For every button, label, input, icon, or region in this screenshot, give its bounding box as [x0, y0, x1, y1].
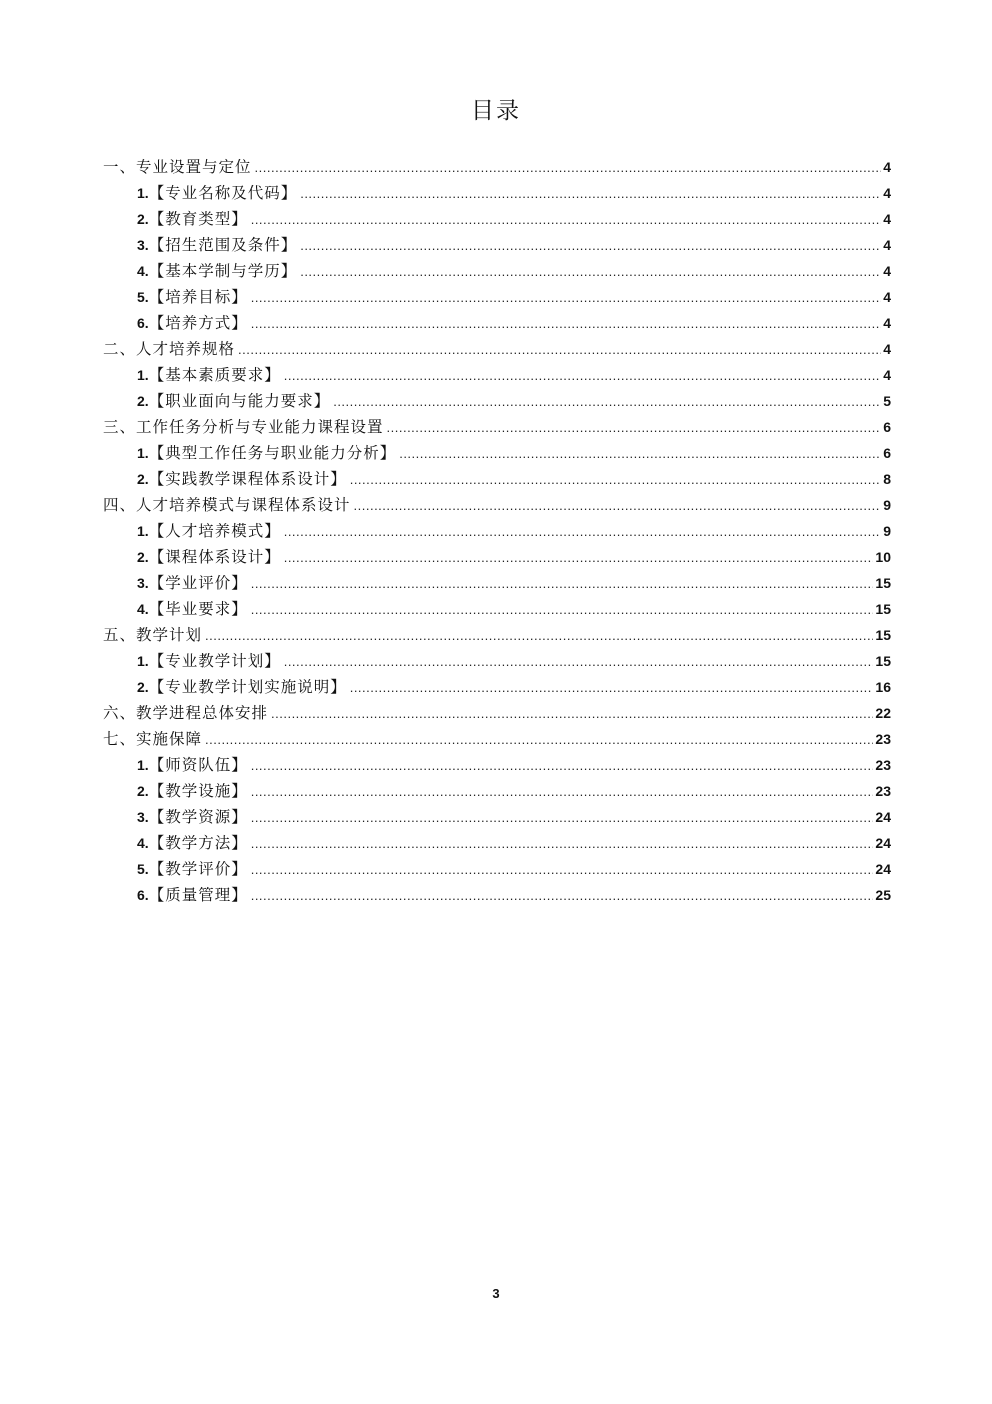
toc-entry-page: 24 — [875, 861, 891, 877]
toc-subentry[interactable] — [103, 752, 891, 778]
toc-subentry[interactable] — [103, 804, 891, 830]
toc-subentry[interactable] — [103, 830, 891, 856]
toc-entry-label: 【职业面向与能力要求】 — [148, 392, 331, 410]
dot-leader — [350, 466, 882, 493]
toc-entry-number: 2. — [137, 393, 149, 409]
toc-subentry[interactable] — [103, 466, 891, 492]
toc-section[interactable] — [103, 414, 891, 440]
dot-leader — [251, 570, 874, 597]
toc-entry-page: 4 — [883, 315, 891, 331]
toc-subentry[interactable] — [103, 882, 891, 908]
dot-leader — [284, 362, 882, 389]
dot-leader — [251, 804, 874, 831]
dot-leader — [251, 752, 874, 779]
toc-subentry[interactable] — [103, 180, 891, 206]
toc-entry-label: 【招生范围及条件】 — [148, 236, 298, 254]
toc-entry-label: 【专业教学计划实施说明】 — [148, 678, 347, 696]
toc-entry-page: 6 — [883, 419, 891, 435]
toc-entry-number: 1. — [137, 653, 149, 669]
toc-subentry[interactable] — [103, 362, 891, 388]
dot-leader — [387, 414, 882, 441]
toc-entry-page: 8 — [883, 471, 891, 487]
toc-entry-page: 24 — [875, 835, 891, 851]
dot-leader — [205, 726, 873, 753]
toc-entry-page: 4 — [883, 185, 891, 201]
toc-entry-page: 10 — [875, 549, 891, 565]
toc-section[interactable] — [103, 700, 891, 726]
dot-leader — [251, 206, 882, 233]
toc-entry-page: 4 — [883, 367, 891, 383]
dot-leader — [251, 778, 874, 805]
toc-entry-label: 一、专业设置与定位 — [103, 158, 252, 176]
toc-entry-page: 4 — [883, 211, 891, 227]
dot-leader — [300, 258, 881, 285]
toc-entry-label: 【师资队伍】 — [148, 756, 248, 774]
toc-entry-number: 4. — [137, 835, 149, 851]
dot-leader — [238, 336, 881, 363]
toc-entry-label: 【专业名称及代码】 — [148, 184, 298, 202]
toc-entry-page: 9 — [883, 497, 891, 513]
toc-subentry[interactable] — [103, 284, 891, 310]
toc-entry-label: 【培养方式】 — [148, 314, 248, 332]
toc-entry-label: 六、教学进程总体安排 — [103, 704, 269, 722]
toc-entry-page: 4 — [883, 341, 891, 357]
toc-entry-page: 25 — [875, 887, 891, 903]
toc-entry-label: 二、人才培养规格 — [103, 340, 236, 358]
toc-entry-label: 【教学设施】 — [148, 782, 248, 800]
toc-entry-number: 3. — [137, 575, 149, 591]
toc-entry-label: 【学业评价】 — [148, 574, 248, 592]
dot-leader — [284, 648, 874, 675]
dot-leader — [300, 180, 881, 207]
dot-leader — [251, 310, 882, 337]
table-of-contents — [103, 154, 891, 908]
toc-entry-page: 15 — [875, 627, 891, 643]
toc-section[interactable] — [103, 492, 891, 518]
toc-entry-number: 4. — [137, 263, 149, 279]
toc-entry-page: 16 — [875, 679, 891, 695]
toc-entry-page: 4 — [883, 289, 891, 305]
toc-entry-number: 2. — [137, 471, 149, 487]
toc-entry-label: 【质量管理】 — [148, 886, 248, 904]
toc-section[interactable] — [103, 154, 891, 180]
dot-leader — [271, 700, 873, 727]
toc-entry-label: 【教学资源】 — [148, 808, 248, 826]
dot-leader — [251, 882, 874, 909]
toc-entry-label: 【培养目标】 — [148, 288, 248, 306]
toc-subentry[interactable] — [103, 570, 891, 596]
toc-subentry[interactable] — [103, 648, 891, 674]
toc-entry-number: 4. — [137, 601, 149, 617]
toc-entry-page: 23 — [875, 783, 891, 799]
toc-entry-page: 15 — [875, 601, 891, 617]
toc-subentry[interactable] — [103, 206, 891, 232]
toc-entry-label: 四、人才培养模式与课程体系设计 — [103, 496, 351, 514]
toc-subentry[interactable] — [103, 674, 891, 700]
toc-entry-label: 【人才培养模式】 — [148, 522, 281, 540]
toc-entry-number: 3. — [137, 237, 149, 253]
toc-entry-number: 1. — [137, 367, 149, 383]
toc-entry-page: 23 — [875, 757, 891, 773]
toc-title: 目录 — [471, 98, 521, 124]
toc-subentry[interactable] — [103, 258, 891, 284]
toc-subentry[interactable] — [103, 518, 891, 544]
dot-leader — [284, 544, 874, 571]
dot-leader — [354, 492, 882, 519]
dot-leader — [251, 830, 874, 857]
toc-subentry[interactable] — [103, 544, 891, 570]
toc-entry-label: 【典型工作任务与职业能力分析】 — [148, 444, 397, 462]
toc-entry-label: 【教育类型】 — [148, 210, 248, 228]
toc-entry-number: 1. — [137, 523, 149, 539]
toc-subentry[interactable] — [103, 388, 891, 414]
dot-leader — [350, 674, 874, 701]
toc-entry-number: 2. — [137, 211, 149, 227]
toc-entry-number: 1. — [137, 185, 149, 201]
toc-entry-label: 三、工作任务分析与专业能力课程设置 — [103, 418, 384, 436]
page-number: 3 — [492, 1286, 500, 1301]
toc-entry-label: 七、实施保障 — [103, 730, 203, 748]
toc-entry-number: 5. — [137, 289, 149, 305]
toc-section[interactable] — [103, 336, 891, 362]
dot-leader — [300, 232, 881, 259]
toc-subentry[interactable] — [103, 856, 891, 882]
dot-leader — [284, 518, 882, 545]
toc-subentry[interactable] — [103, 778, 891, 804]
dot-leader — [205, 622, 873, 649]
toc-entry-number: 5. — [137, 861, 149, 877]
toc-entry-page: 6 — [883, 445, 891, 461]
dot-leader — [255, 154, 882, 181]
toc-entry-label: 【教学评价】 — [148, 860, 248, 878]
toc-entry-number: 3. — [137, 809, 149, 825]
dot-leader — [251, 856, 874, 883]
toc-entry-page: 9 — [883, 523, 891, 539]
toc-entry-label: 【基本素质要求】 — [148, 366, 281, 384]
toc-entry-page: 15 — [875, 575, 891, 591]
toc-entry-label: 【专业教学计划】 — [148, 652, 281, 670]
toc-entry-label: 【课程体系设计】 — [148, 548, 281, 566]
toc-entry-label: 五、教学计划 — [103, 626, 203, 644]
toc-subentry[interactable] — [103, 232, 891, 258]
toc-entry-page: 4 — [883, 263, 891, 279]
toc-entry-page: 24 — [875, 809, 891, 825]
dot-leader — [251, 284, 882, 311]
toc-entry-number: 2. — [137, 549, 149, 565]
toc-entry-number: 1. — [137, 757, 149, 773]
toc-entry-number: 6. — [137, 315, 149, 331]
toc-entry-page: 4 — [883, 159, 891, 175]
toc-entry-number: 2. — [137, 783, 149, 799]
toc-subentry[interactable] — [103, 596, 891, 622]
dot-leader — [333, 388, 881, 415]
toc-entry-label: 【毕业要求】 — [148, 600, 248, 618]
dot-leader — [251, 596, 874, 623]
toc-entry-label: 【教学方法】 — [148, 834, 248, 852]
toc-entry-page: 5 — [883, 393, 891, 409]
toc-section[interactable] — [103, 726, 891, 752]
toc-section[interactable] — [103, 622, 891, 648]
toc-entry-number: 6. — [137, 887, 149, 903]
toc-subentry[interactable] — [103, 440, 891, 466]
toc-entry-page: 15 — [875, 653, 891, 669]
toc-entry-page: 4 — [883, 237, 891, 253]
dot-leader — [399, 440, 881, 467]
toc-entry-label: 【基本学制与学历】 — [148, 262, 298, 280]
toc-entry-page: 23 — [875, 731, 891, 747]
toc-entry-number: 2. — [137, 679, 149, 695]
toc-subentry[interactable] — [103, 310, 891, 336]
toc-entry-number: 1. — [137, 445, 149, 461]
toc-entry-page: 22 — [875, 705, 891, 721]
toc-entry-label: 【实践教学课程体系设计】 — [148, 470, 347, 488]
